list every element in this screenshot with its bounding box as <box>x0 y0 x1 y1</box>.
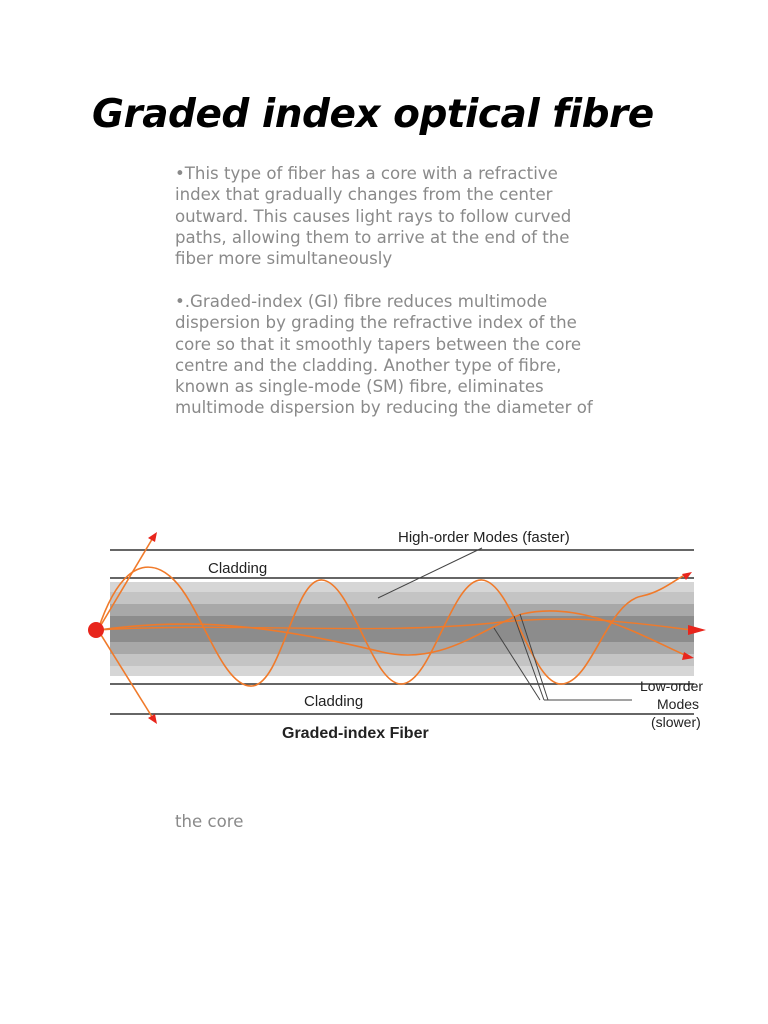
text-line: multimode dispersion by reducing the diameter of <box>175 398 593 418</box>
text-line: •.Graded-index (GI) fibre reduces multimode <box>175 292 548 311</box>
text-line: paths, allowing them to arrive at the end of the <box>175 227 570 247</box>
label-low-order-line2: Modes <box>657 696 700 712</box>
light-source-dot <box>88 622 104 638</box>
arrowhead-icon <box>148 714 157 724</box>
text-line: dispersion by grading the refractive index of the <box>175 313 577 333</box>
page-title: Graded index optical fibre <box>92 92 654 137</box>
text-line: •This type of fiber has a core with a refractive <box>175 164 558 183</box>
paragraph-fiber-description <box>175 163 695 269</box>
arrowhead-icon <box>688 625 706 635</box>
fiber-diagram-svg <box>82 518 768 750</box>
text-line: centre and the cladding. Another type of fibre, <box>175 355 562 375</box>
label-high-order: High-order Modes (faster) <box>398 529 570 546</box>
label-low-order-line3: (slower) <box>651 714 701 730</box>
arrowhead-icon <box>148 532 157 542</box>
text-line: fiber more simultaneously <box>175 249 393 269</box>
label-cladding-bottom: Cladding <box>304 693 364 710</box>
text-line: core so that it smoothly tapers between the core <box>175 334 582 354</box>
text-line: outward. This causes light rays to follow curved <box>175 206 572 226</box>
text-line: index that gradually changes from the center <box>175 185 553 205</box>
label-cladding-top: Cladding <box>208 560 268 577</box>
label-low-order-line1: Low-order <box>640 678 704 694</box>
label-caption: Graded-index Fiber <box>282 725 429 742</box>
core-center-band <box>110 616 694 642</box>
text-line: known as single-mode (SM) fibre, eliminates <box>175 377 544 397</box>
text-line: the core <box>175 812 244 831</box>
paragraph-dispersion <box>175 291 695 419</box>
paragraph-continuation <box>175 811 695 832</box>
graded-index-fiber-diagram <box>82 518 768 750</box>
